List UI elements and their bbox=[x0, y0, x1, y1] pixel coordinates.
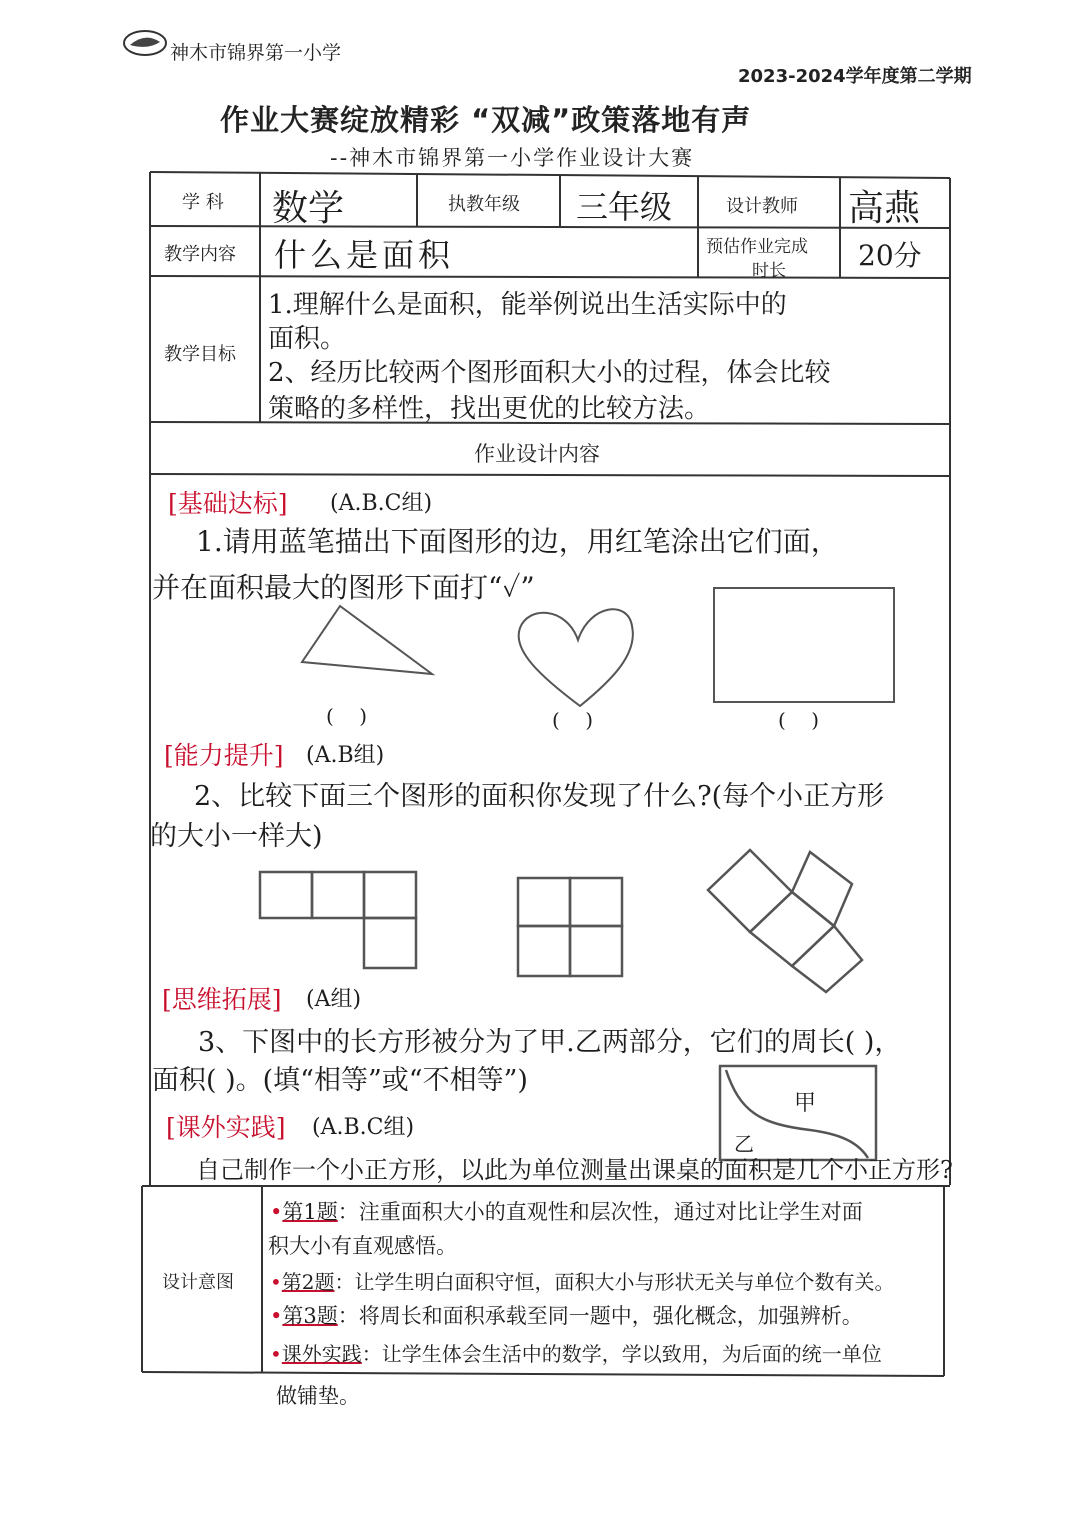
intent-item-4-tag: 课外实践 bbox=[281, 1342, 362, 1366]
q2-line-2: 的大小一样大) bbox=[150, 821, 323, 852]
grade-label: 执教年级 bbox=[448, 194, 520, 215]
page-subtitle: --神木市锦界第一小学作业设计大赛 bbox=[330, 146, 695, 170]
intent-item-1: •第1题：注重面积大小的直观性和层次性，通过对比让学生对面 bbox=[270, 1200, 863, 1224]
intent-item-1-tag: 第1题 bbox=[282, 1200, 338, 1224]
q1-line-2: 并在面积最大的图形下面打“✓” bbox=[152, 571, 535, 604]
goal-line-1: 1.理解什么是面积，能举例说出生活实际中的 bbox=[268, 290, 787, 320]
practice-line: 自己制作一个小正方形，以此为单位测量出课桌的面积是几个小正方形? bbox=[196, 1156, 953, 1184]
page-title: 作业大赛绽放精彩 “双减”政策落地有声 bbox=[220, 103, 752, 137]
q3-tag: [思维拓展] bbox=[162, 985, 282, 1014]
intent-item-2-text: ：让学生明白面积守恒，面积大小与形状无关与单位个数有关。 bbox=[334, 1270, 895, 1294]
subject-value: 数学 bbox=[272, 188, 345, 229]
q1-paren-1: ( ) bbox=[326, 704, 368, 728]
subject-label: 学 科 bbox=[182, 192, 224, 213]
goal-label: 教学目标 bbox=[164, 344, 236, 365]
goal-line-4: 策略的多样性，找出更优的比较方法。 bbox=[268, 394, 711, 424]
intent-item-3-text: ：将周长和面积承载至同一题中，强化概念，加强辨析。 bbox=[337, 1304, 863, 1328]
content-value: 什么是面积 bbox=[274, 236, 455, 274]
intent-label: 设计意图 bbox=[162, 1272, 234, 1293]
q1-line-1: 1.请用蓝笔描出下面图形的边，用红笔涂出它们面， bbox=[196, 525, 839, 558]
q1-groups: (A.B.C组) bbox=[330, 491, 433, 516]
q3-groups: (A组) bbox=[306, 987, 362, 1012]
school-name: 神木市锦界第一小学 bbox=[170, 42, 342, 64]
intent-item-1-text: ：注重面积大小的直观性和层次性，通过对比让学生对面 bbox=[337, 1200, 863, 1224]
intent-item-2-tag: 第2题 bbox=[281, 1270, 335, 1294]
intent-item-4: •课外实践：让学生体会生活中的数学，学以致用，为后面的统一单位 bbox=[270, 1342, 882, 1366]
grade-value: 三年级 bbox=[576, 188, 673, 226]
q2-groups: (A.B组) bbox=[306, 743, 385, 768]
intent-item-1-cont: 积大小有直观感悟。 bbox=[268, 1234, 457, 1258]
term-label: 2023-2024学年度第二学期 bbox=[738, 66, 972, 87]
q3-label-yi: 乙 bbox=[734, 1132, 754, 1156]
duration-label-1: 预估作业完成 bbox=[706, 237, 808, 257]
q3-line-1: 3、下图中的长方形被分为了甲.乙两部分，它们的周长( )， bbox=[198, 1027, 902, 1058]
duration-label-2: 时长 bbox=[752, 261, 786, 281]
content-label: 教学内容 bbox=[164, 244, 236, 265]
intent-item-4-cont: 做铺垫。 bbox=[276, 1384, 360, 1408]
duration-value: 20分 bbox=[858, 239, 922, 272]
goal-line-2: 面积。 bbox=[268, 324, 347, 354]
q1-tag: [基础达标] bbox=[168, 489, 288, 518]
goal-line-3: 2、经历比较两个图形面积大小的过程，体会比较 bbox=[268, 358, 831, 388]
teacher-value: 高燕 bbox=[848, 188, 921, 229]
section-title: 作业设计内容 bbox=[474, 442, 600, 466]
q1-paren-3: ( ) bbox=[778, 708, 820, 732]
q1-paren-2: ( ) bbox=[552, 708, 594, 732]
intent-item-4-text: ：让学生体会生活中的数学，学以致用，为后面的统一单位 bbox=[361, 1342, 882, 1366]
q3-label-jia: 甲 bbox=[794, 1091, 817, 1116]
q2-tag: [能力提升] bbox=[164, 741, 284, 770]
q2-line-1: 2、比较下面三个图形的面积你发现了什么?(每个小正方形 bbox=[194, 781, 885, 812]
intent-item-3-tag: 第3题 bbox=[282, 1304, 338, 1328]
intent-item-3: •第3题：将周长和面积承载至同一题中，强化概念，加强辨析。 bbox=[270, 1304, 863, 1328]
teacher-label: 设计教师 bbox=[726, 196, 798, 217]
intent-item-2: •第2题：让学生明白面积守恒，面积大小与形状无关与单位个数有关。 bbox=[270, 1270, 895, 1294]
q3-line-2: 面积( )。(填“相等”或“不相等”) bbox=[152, 1065, 528, 1096]
practice-groups: (A.B.C组) bbox=[312, 1115, 415, 1140]
practice-tag: [课外实践] bbox=[166, 1113, 286, 1142]
